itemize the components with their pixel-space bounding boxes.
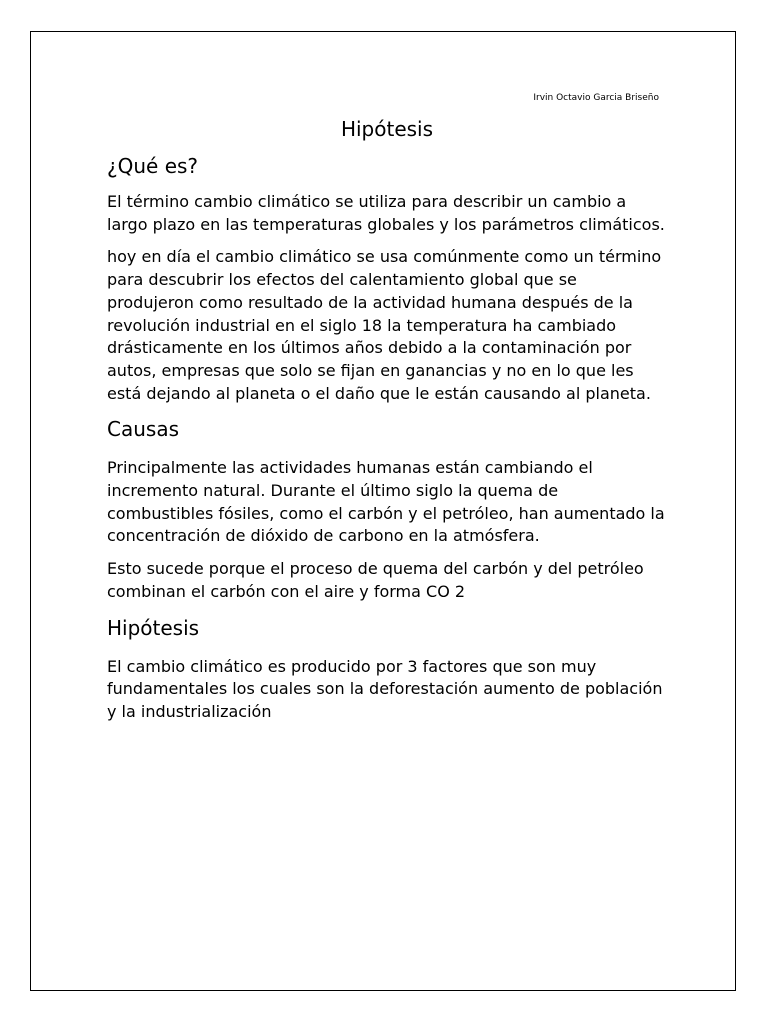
paragraph-current-usage: hoy en día el cambio climático se usa comúnmente como un término para descubrir los efectos del calentamiento global que se produjeron como resultado de la actividad humana después de la revolución industrial en el siglo 18 la temperatura ha cambiado drásticamente en los últimos años debido a la contaminación por autos, empresas que solo se fijan en ganancias y no en lo que les está dejando al planeta o el daño que le están causando al planeta. xyxy=(107,247,662,403)
document-body xyxy=(107,113,667,724)
section-heading-causas: Causas xyxy=(107,417,179,442)
section-heading-que-es: ¿Qué es? xyxy=(107,154,199,178)
paragraph-hypothesis: El cambio climático es producido por 3 factores que son muy fundamentales los cuales son la deforestación aumento de población y la industrialización xyxy=(107,656,663,721)
author-name: Irvin Octavio Garcia Briseño xyxy=(533,93,659,103)
paragraph-combustion: Esto sucede porque el proceso de quema del carbón y del petróleo combinan el carbón con el aire y forma CO 2 xyxy=(107,559,644,601)
paragraph-definition: El término cambio climático se utiliza para describir un cambio a largo plazo en las temperaturas globales y los parámetros climáticos. xyxy=(107,192,665,234)
document-title: Hipótesis xyxy=(340,117,434,141)
document-page xyxy=(30,31,736,991)
paragraph-causes: Principalmente las actividades humanas están cambiando el incremento natural. Durante el último siglo la quema de combustibles fósiles, como el carbón y el petróleo, han aumentado la concentración de dióxido de carbono en la atmósfera. xyxy=(107,458,665,546)
section-heading-hipotesis: Hipótesis xyxy=(107,615,200,640)
